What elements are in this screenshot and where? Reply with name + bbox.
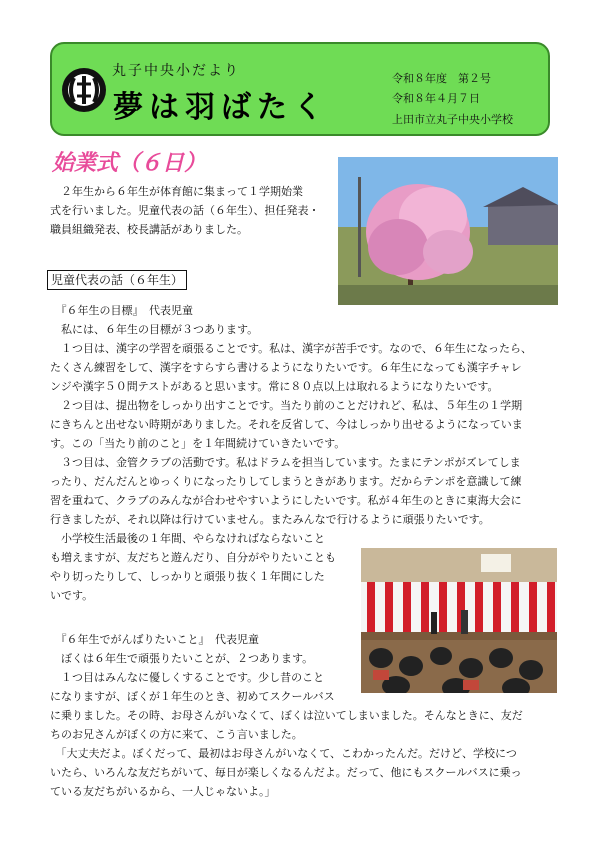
- intro-line: 式を行いました。児童代表の話（６年生）、担任発表・: [50, 204, 320, 217]
- speech-line: 「大丈夫だよ。ぼくだって、最初はお母さんがいなくて、こわかったんだ。だけど、学校につ: [50, 747, 517, 760]
- speech-line: 『６年生でがんばりたいこと』 代表児童: [50, 633, 259, 646]
- issue-number: 令和８年度 第２号: [392, 72, 491, 85]
- speech-closing-line: も増えますが、友だちと遊んだり、自分がやりたいことも: [50, 551, 336, 564]
- school-name: 上田市立丸子中央小学校: [392, 113, 513, 126]
- cherry-tree-photo: [338, 157, 558, 305]
- speech-line: １つ目はみんなに優しくすることです。少し昔のこと: [50, 671, 325, 684]
- section-heading: 始業式（６日）: [52, 151, 207, 176]
- speech-line: 行きましたが、それ以降は行けていません。またみんなで行けるように頑張りたいです。: [50, 513, 490, 526]
- speech-closing-line: やり切ったりして、しっかりと頑張り抜く１年間にした: [50, 570, 325, 583]
- school-crest-icon: [60, 66, 108, 114]
- speech-line: 習を重ねて、クラブのみんなが合わせやすいようにしたいです。私が４年生のときに東海大会に: [50, 494, 522, 507]
- gymnasium-ceremony-photo: [361, 548, 557, 693]
- intro-line: ２年生から６年生が体育館に集まって１学期始業: [50, 185, 303, 198]
- newsletter-subtitle: 丸子中央小だより: [112, 63, 240, 79]
- speech-line: す。この「当たり前のこと」を１年間続けていきたいです。: [50, 437, 346, 450]
- speech-line: に乗りました。その時、お母さんがいなくて、ぼくは泣いてしまいました。そんなときに、友だ: [50, 709, 523, 722]
- newsletter-title: 夢は羽ばたく: [113, 90, 329, 125]
- speech-line: ったり、だんだんとゆっくりになったりしてしまうときがあります。だからテンポを意識して練: [50, 475, 522, 488]
- speech-line: ３つ目は、金管クラブの活動です。私はドラムを担当しています。たまにテンポがズレてしま: [50, 456, 521, 469]
- speech-line: ンジや漢字５０問テストがあると思います。常に８０点以上は取れるようになりたいです。: [50, 380, 499, 393]
- speech-line: ２つ目は、提出物をしっかり出すことです。当たり前のことだけれど、私は、５年生の１学期: [50, 399, 523, 412]
- speech-line: になりますが、ぼくが１年生のとき、初めてスクールバス: [50, 690, 335, 703]
- speech-closing-line: いです。: [50, 589, 94, 602]
- speech-line: ちのお兄さんがぼくの方に来て、こう言いました。: [50, 728, 303, 741]
- speech-line: たくさん練習をして、漢字をすらすら書けるようになりたいです。６年生になっても漢字チャレ: [50, 361, 522, 374]
- speech-subheading: 児童代表の話（６年生）: [47, 270, 187, 290]
- speech-line: １つ目は、漢字の学習を頑張ることです。私は、漢字が苦手です。なので、６年生になったら、: [50, 342, 533, 355]
- intro-line: 職員組織発表、校長講話がありました。: [50, 223, 248, 236]
- speech-closing-line: 小学校生活最後の１年間、やらなければならないこと: [50, 532, 325, 545]
- speech-line: にきちんと出せない時期がありました。それを反省して、今はしっかり出せるようになっていま: [50, 418, 523, 431]
- speech-line: ぼくは６年生で頑張りたいことが、２つあります。: [50, 652, 314, 665]
- speech-line: いたら、いろんな友だちがいて、毎日が楽しくなるんだよ。だって、他にもスクールバスに乗っ: [50, 766, 522, 779]
- speech-line: 『６年生の目標』 代表児童: [50, 304, 193, 317]
- speech-line: ている友だちがいるから、一人じゃないよ。」: [50, 785, 276, 798]
- speech-line: 私には、６年生の目標が３つあります。: [50, 323, 259, 336]
- issue-date: 令和８年４月７日: [392, 92, 480, 105]
